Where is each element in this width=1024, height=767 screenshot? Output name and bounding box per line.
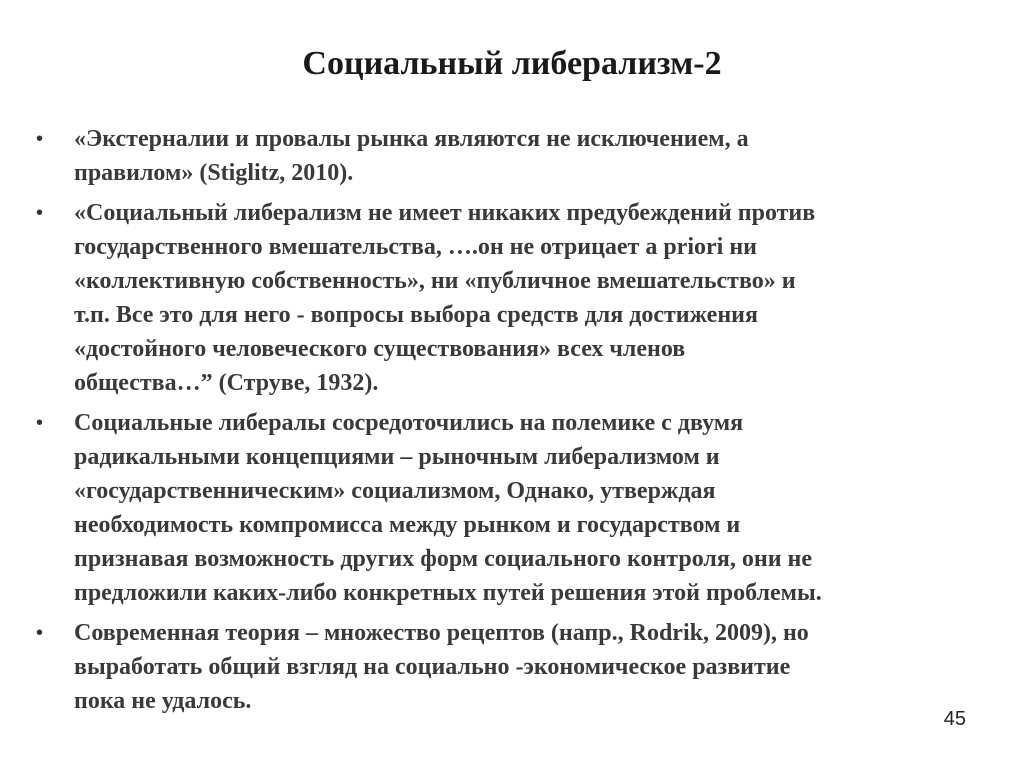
bullet-item — [0, 406, 1024, 610]
bullet-item — [0, 122, 1024, 190]
bullet-text: «Экстерналии и провалы рынка являются не исключением, а правилом» (Stiglitz, 2010). — [74, 126, 749, 186]
bullet-text: Социальные либералы сосредоточились на полемике с двумя радикальными концепциями – рыночным либерализмом и «государственническим» социализмом, Однако, утверждая необходимость компромисса между рынком и государством и признавая возможность других форм социального контроля, они не предложили каких-либо конкретных путей решения этой проблемы. — [74, 410, 822, 606]
slide-title: Социальный либерализм-2 — [302, 45, 722, 82]
bullet-marker: • — [36, 622, 44, 644]
bullet-list — [0, 122, 1024, 724]
page-number: 45 — [943, 708, 966, 730]
bullet-marker: • — [36, 128, 44, 150]
bullet-item — [0, 196, 1024, 400]
bullet-text: Современная теория – множество рецептов (напр., Rodrik, 2009), но выработать общий взгляд на социально -экономическое развитие пока не удалось. — [74, 620, 809, 714]
bullet-marker: • — [36, 412, 44, 434]
bullet-text: «Социальный либерализм не имеет никаких предубеждений против государственного вмешательства, ….он не отрицает a priori ни «коллективную собственность», ни «публичное вмешательство» и т.п. Все это для него - вопросы выбора средств для достижения «достойного человеческого существования» всех членов общества…” (Струве, 1932). — [74, 200, 816, 396]
bullet-item — [0, 616, 1024, 718]
bullet-marker: • — [36, 202, 44, 224]
